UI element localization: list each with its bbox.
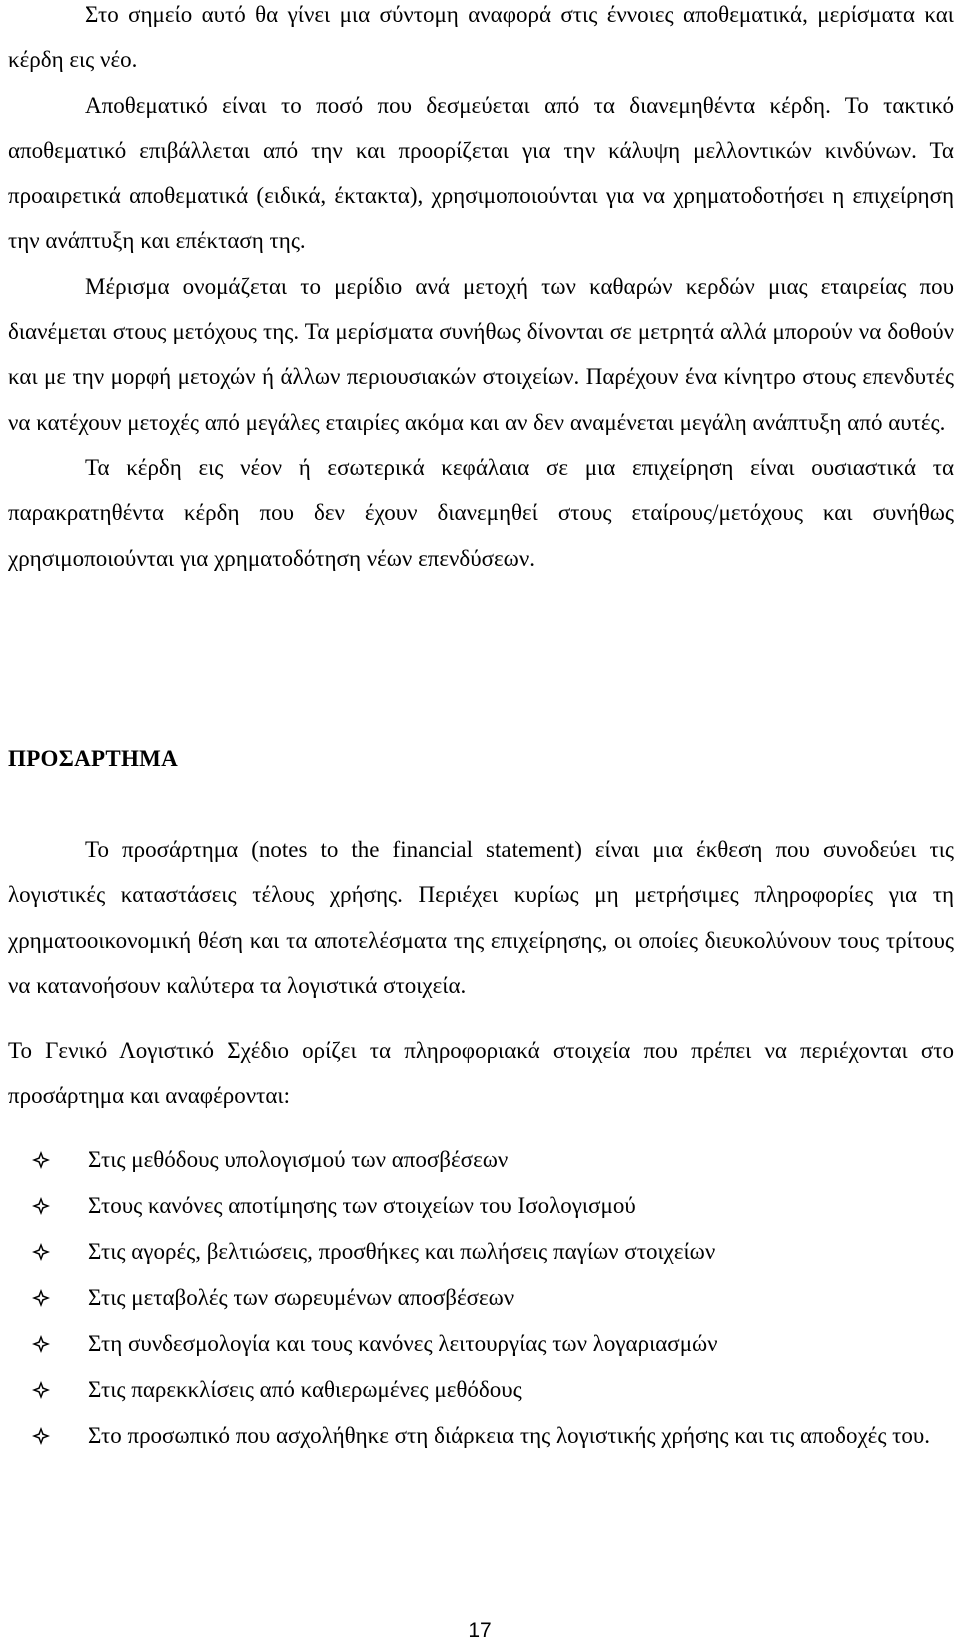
list-item-text: Στη συνδεσμολογία και τους κανόνες λειτουργίας των λογαριασμών	[88, 1331, 718, 1356]
list-item-text: Στις μεθόδους υπολογισμού των αποσβέσεων	[88, 1147, 509, 1172]
reserves-paragraph: Αποθεματικό είναι το ποσό που δεσμεύεται από τα διανεμηθέντα κέρδη. Το τακτικό αποθεματικό επιβάλλεται από την και προορίζεται για την κάλυψη μελλοντικών κινδύνων. Τα προαιρετικά αποθεματικά (ειδικά, έκτακτα), χρησιμοποιούνται για να χρηματοδοτήσει η επιχείρηση την ανάπτυξη και επέκταση της.	[8, 92, 954, 254]
retained-earnings-paragraph: Τα κέρδη εις νέον ή εσωτερικά κεφάλαια σε μια επιχείρηση είναι ουσιαστικά τα παρακρατηθέντα κέρδη που δεν έχουν διανεμηθεί στους εταίρους/μετόχους και συνήθως χρησιμοποιούνται για χρηματοδότηση νέων επενδύσεων.	[8, 454, 954, 571]
four-diamond-bullet-icon	[31, 1150, 51, 1170]
four-diamond-bullet-icon	[31, 1242, 51, 1262]
list-item	[8, 1229, 954, 1275]
four-diamond-bullet-icon	[31, 1288, 51, 1308]
appendix-list-intro: Το Γενικό Λογιστικό Σχέδιο ορίζει τα πληροφοριακά στοιχεία που πρέπει να περιέχονται στο προσάρτημα και αναφέρονται:	[8, 1038, 954, 1109]
list-item	[8, 1137, 954, 1183]
intro-paragraph: Στο σημείο αυτό θα γίνει μια σύντομη αναφορά στις έννοιες αποθεματικά, μερίσματα και κέρδη εις νέο.	[8, 2, 954, 73]
page-number: 17	[468, 1619, 492, 1642]
list-item	[8, 1275, 954, 1321]
list-item	[8, 1413, 954, 1459]
list-item-text: Στους κανόνες αποτίμησης των στοιχείων του Ισολογισμού	[88, 1193, 636, 1218]
intro-section	[8, 0, 954, 581]
appendix-definition	[8, 827, 954, 1008]
appendix-bullet-list	[8, 1137, 954, 1459]
appendix-heading: ΠΡΟΣΑΡΤΗΜΑ	[8, 746, 179, 771]
four-diamond-bullet-icon	[31, 1426, 51, 1446]
list-item	[8, 1367, 954, 1413]
four-diamond-bullet-icon	[31, 1380, 51, 1400]
list-item-text: Στις αγορές, βελτιώσεις, προσθήκες και πωλήσεις παγίων στοιχείων	[88, 1239, 716, 1264]
list-item-text: Στις παρεκκλίσεις από καθιερωμένες μεθόδους	[88, 1377, 522, 1402]
list-item	[8, 1321, 954, 1367]
list-item-text: Στις μεταβολές των σωρευμένων αποσβέσεων	[88, 1285, 515, 1310]
four-diamond-bullet-icon	[31, 1334, 51, 1354]
four-diamond-bullet-icon	[31, 1196, 51, 1216]
dividend-paragraph: Μέρισμα ονομάζεται το μερίδιο ανά μετοχή των καθαρών κερδών μιας εταιρείας που διανέμεται στους μετόχους της. Τα μερίσματα συνήθως δίνονται σε μετρητά αλλά μπορούν να δοθούν και με την μορφή μετοχών ή άλλων περιουσιακών στοιχείων. Παρέχουν ένα κίνητρο στους επενδυτές να κατέχουν μετοχές από μεγάλες εταιρίες ακόμα και αν δεν αναμένεται μεγάλη ανάπτυξη από αυτές.	[8, 273, 954, 435]
list-item-text: Στο προσωπικό που ασχολήθηκε στη διάρκεια της λογιστικής χρήσης και τις αποδοχές του.	[88, 1423, 931, 1448]
appendix-intro-list	[8, 1028, 954, 1119]
appendix-paragraph: Το προσάρτημα (notes to the financial statement) είναι μια έκθεση που συνοδεύει τις λογιστικές καταστάσεις τέλους χρήσης. Περιέχει κυρίως μη μετρήσιμες πληροφορίες για τη χρηματοοικονομική θέση και τα αποτελέσματα της επιχείρησης, οι οποίες διευκολύνουν τους τρίτους να κατανοήσουν καλύτερα τα λογιστικά στοιχεία.	[8, 837, 954, 998]
list-item	[8, 1183, 954, 1229]
